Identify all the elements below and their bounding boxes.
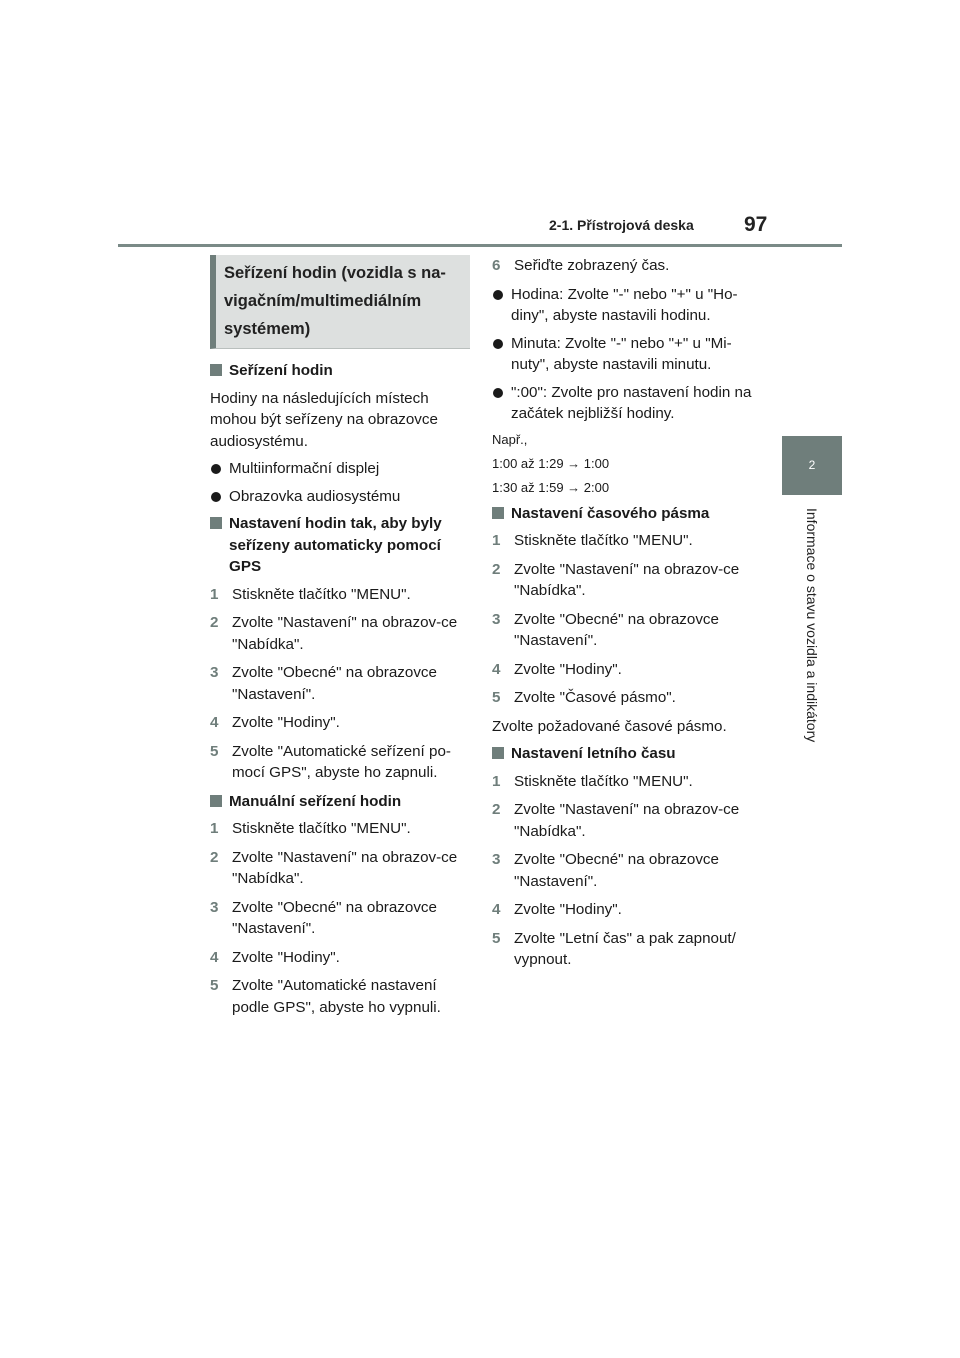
section-title: 2-1. Přístrojová deska: [549, 217, 694, 233]
subheading: Seřízení hodin: [210, 360, 470, 382]
step: 1 Stiskněte tlačítko "MENU".: [210, 820, 411, 837]
list-item: ":00": Zvolte pro nastavení hodin na začátek nejbližší hodiny.: [492, 382, 757, 425]
step: 1 Stiskněte tlačítko "MENU".: [492, 532, 693, 549]
step: 4 Zvolte "Hodiny".: [492, 901, 622, 918]
step: 1 Stiskněte tlačítko "MENU".: [210, 585, 411, 603]
step: 2 Zvolte "Nastavení" na obrazov-ce "Nabídka".: [210, 848, 458, 887]
step: 3 Zvolte "Obecné" na obrazovce "Nastavení".: [492, 851, 719, 890]
right-column: [492, 255, 757, 978]
step: 4 Zvolte "Hodiny".: [210, 948, 340, 966]
step: 5 Zvolte "Letní čas" a pak zapnout/ vypnout.: [492, 929, 736, 968]
step: 3 Zvolte "Obecné" na obrazovce "Nastavení".: [210, 664, 437, 703]
chapter-label: [804, 508, 824, 768]
step: 5 Zvolte "Časové pásmo".: [492, 689, 676, 706]
example-line: 1:00 až 1:29 → 1:00: [492, 455, 610, 471]
paragraph: Hodiny na následujících místech mohou být seřízeny na obrazovce audiosystému.: [210, 389, 438, 450]
list-item: Minuta: Zvolte "-" nebo "+" u "Mi-nuty", abyste nastavili minutu.: [492, 333, 757, 376]
step: 2 Zvolte "Nastavení" na obrazov-ce "Nabídka".: [210, 614, 458, 653]
step: 2 Zvolte "Nastavení" na obrazov-ce "Nabídka".: [492, 801, 740, 840]
left-column: [210, 255, 470, 1025]
step: 3 Zvolte "Obecné" na obrazovce "Nastavení".: [492, 610, 719, 649]
paragraph: Zvolte požadované časové pásmo.: [492, 717, 727, 735]
example-line: 1:30 až 1:59 → 2:00: [492, 479, 610, 495]
bullet-icon: [493, 339, 503, 349]
square-bullet-icon: [210, 795, 222, 807]
step: 5 Zvolte "Automatické seřízení po-mocí GPS", abyste ho zapnuli.: [210, 742, 451, 781]
subheading: Nastavení hodin tak, aby byly seřízeny automaticky pomocí GPS: [210, 513, 470, 578]
square-bullet-icon: [492, 507, 504, 519]
square-bullet-icon: [210, 517, 222, 529]
subheading: Nastavení letního času: [492, 743, 757, 765]
list-item: Obrazovka audiosystému: [210, 486, 470, 508]
example-label: Např.,: [492, 431, 528, 447]
step: 4 Zvolte "Hodiny".: [492, 660, 622, 678]
bullet-icon: [211, 492, 221, 502]
step: 4 Zvolte "Hodiny".: [210, 714, 340, 731]
list-item: Hodina: Zvolte "-" nebo "+" u "Ho-diny", abyste nastavili hodinu.: [492, 284, 757, 327]
step: 5 Zvolte "Automatické nastavení podle GPS", abyste ho vypnuli.: [210, 977, 441, 1016]
subheading: Nastavení časového pásma: [492, 503, 757, 525]
list-item: Multiinformační displej: [210, 458, 470, 480]
step: 1 Stiskněte tlačítko "MENU".: [492, 772, 693, 790]
square-bullet-icon: [492, 747, 504, 759]
chapter-number: 2: [808, 458, 816, 472]
subheading: Manuální seřízení hodin: [210, 791, 470, 813]
chapter-label-text: Informace o stavu vozidla a indikátory: [804, 508, 820, 743]
step: 2 Zvolte "Nastavení" na obrazov-ce "Nabídka".: [492, 560, 740, 599]
step: 6 Seřiďte zobrazený čas.: [492, 257, 670, 274]
section-heading: Seřízení hodin (vozidla s na-vigačním/multimediálním systémem): [210, 255, 470, 349]
chapter-tab: [782, 436, 842, 495]
step: 3 Zvolte "Obecné" na obrazovce "Nastavení".: [210, 898, 437, 937]
bullet-icon: [211, 464, 221, 474]
bullet-icon: [493, 388, 503, 398]
header-rule: [118, 244, 842, 247]
square-bullet-icon: [210, 364, 222, 376]
page-number: 97: [744, 213, 768, 236]
bullet-icon: [493, 290, 503, 300]
